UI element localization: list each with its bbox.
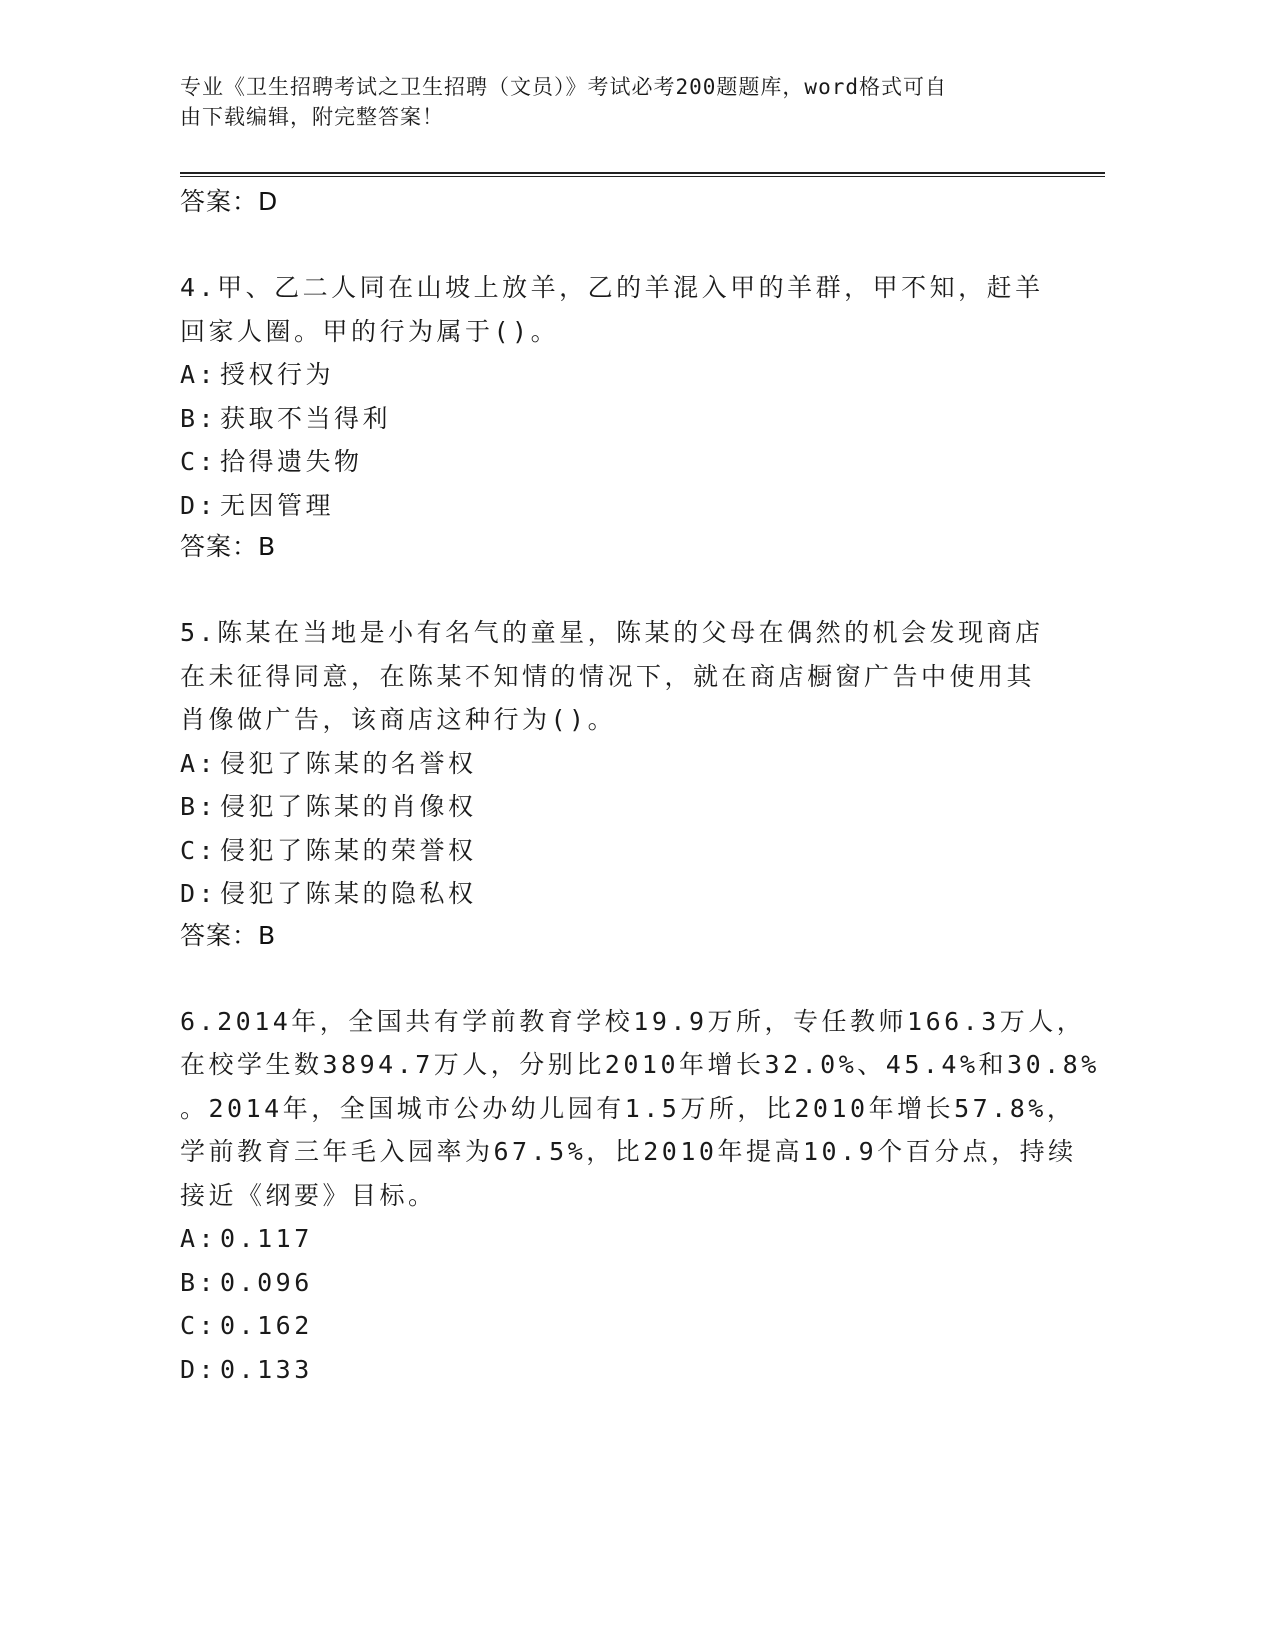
option-key: B: [180,1267,218,1297]
option-key: C: [180,447,218,476]
previous-answer: 答案：D [180,187,279,216]
stem-line: 。2014年，全国城市公办幼儿园有1.5万所，比2010年增长57.8%， [180,1093,1076,1123]
option-c [180,829,1050,873]
question-4 [180,266,1050,567]
question-5 [180,611,1050,956]
option-d [180,1348,1050,1392]
stem-line: 肖像做广告，该商店这种行为()。 [180,705,617,734]
option-text: 0.096 [220,1267,313,1297]
option-text: 0.133 [220,1354,313,1384]
option-text: 侵犯了陈某的名誉权 [220,748,477,778]
option-key: A: [180,360,218,389]
stem-line: 学前教育三年毛入园率为67.5%，比2010年提高10.9个百分点，持续 [180,1137,1077,1166]
option-key: D: [180,490,218,520]
option-key: D: [180,1354,218,1384]
option-key: C: [180,1311,218,1340]
option-c [180,440,1050,484]
stem-line: 在校学生数3894.7万人，分别比2010年增长32.0%、45.4%和30.8% [180,1050,1100,1079]
question-stem [180,266,1050,353]
option-text: 0.117 [220,1224,313,1253]
option-text: 获取不当得利 [220,403,392,433]
option-c [180,1304,1050,1348]
option-text: 0.162 [220,1311,313,1340]
stem-line: 4.甲、乙二人同在山坡上放羊，乙的羊混入甲的羊群，甲不知，赶羊 [180,273,1044,302]
option-text: 无因管理 [220,490,335,520]
question-6 [180,1000,1100,1392]
stem-line: 回家人圈。甲的行为属于()。 [180,316,560,346]
header-line-2: 由下载编辑，附完整答案！ [180,105,444,129]
option-b [180,1261,1050,1305]
option-text: 拾得遗失物 [220,447,363,476]
stem-line: 在未征得同意，在陈某不知情的情况下，就在商店橱窗广告中使用其 [180,661,1036,691]
stem-line: 6.2014年，全国共有学前教育学校19.9万所，专任教师166.3万人， [180,1006,1086,1036]
stem-line: 接近《纲要》目标。 [180,1180,437,1210]
option-a [180,1217,1050,1261]
option-key: A: [180,748,218,778]
option-a [180,742,1050,786]
document-body [180,182,1100,1391]
header-rule-thick [180,172,1105,174]
option-key: C: [180,835,218,865]
option-d [180,484,1050,528]
answer: 答案：B [180,532,277,561]
page-header [180,72,1030,132]
option-d [180,872,1050,916]
header-line-1: 专业《卫生招聘考试之卫生招聘（文员）》考试必考200题题库，word格式可自 [180,75,947,99]
question-stem [180,611,1050,742]
answer: 答案：B [180,920,277,950]
option-key: D: [180,879,218,908]
option-key: B: [180,403,218,433]
header-rule-thin [180,176,1105,177]
stem-line: 5.陈某在当地是小有名气的童星，陈某的父母在偶然的机会发现商店 [180,618,1044,647]
option-key: B: [180,792,218,821]
option-text: 侵犯了陈某的隐私权 [220,879,477,908]
question-stem [180,1000,1100,1218]
option-key: A: [180,1224,218,1253]
option-a [180,353,1050,397]
option-text: 侵犯了陈某的荣誉权 [220,835,477,865]
option-text: 侵犯了陈某的肖像权 [220,792,477,821]
option-text: 授权行为 [220,360,335,389]
option-b [180,785,1050,829]
option-b [180,397,1050,441]
